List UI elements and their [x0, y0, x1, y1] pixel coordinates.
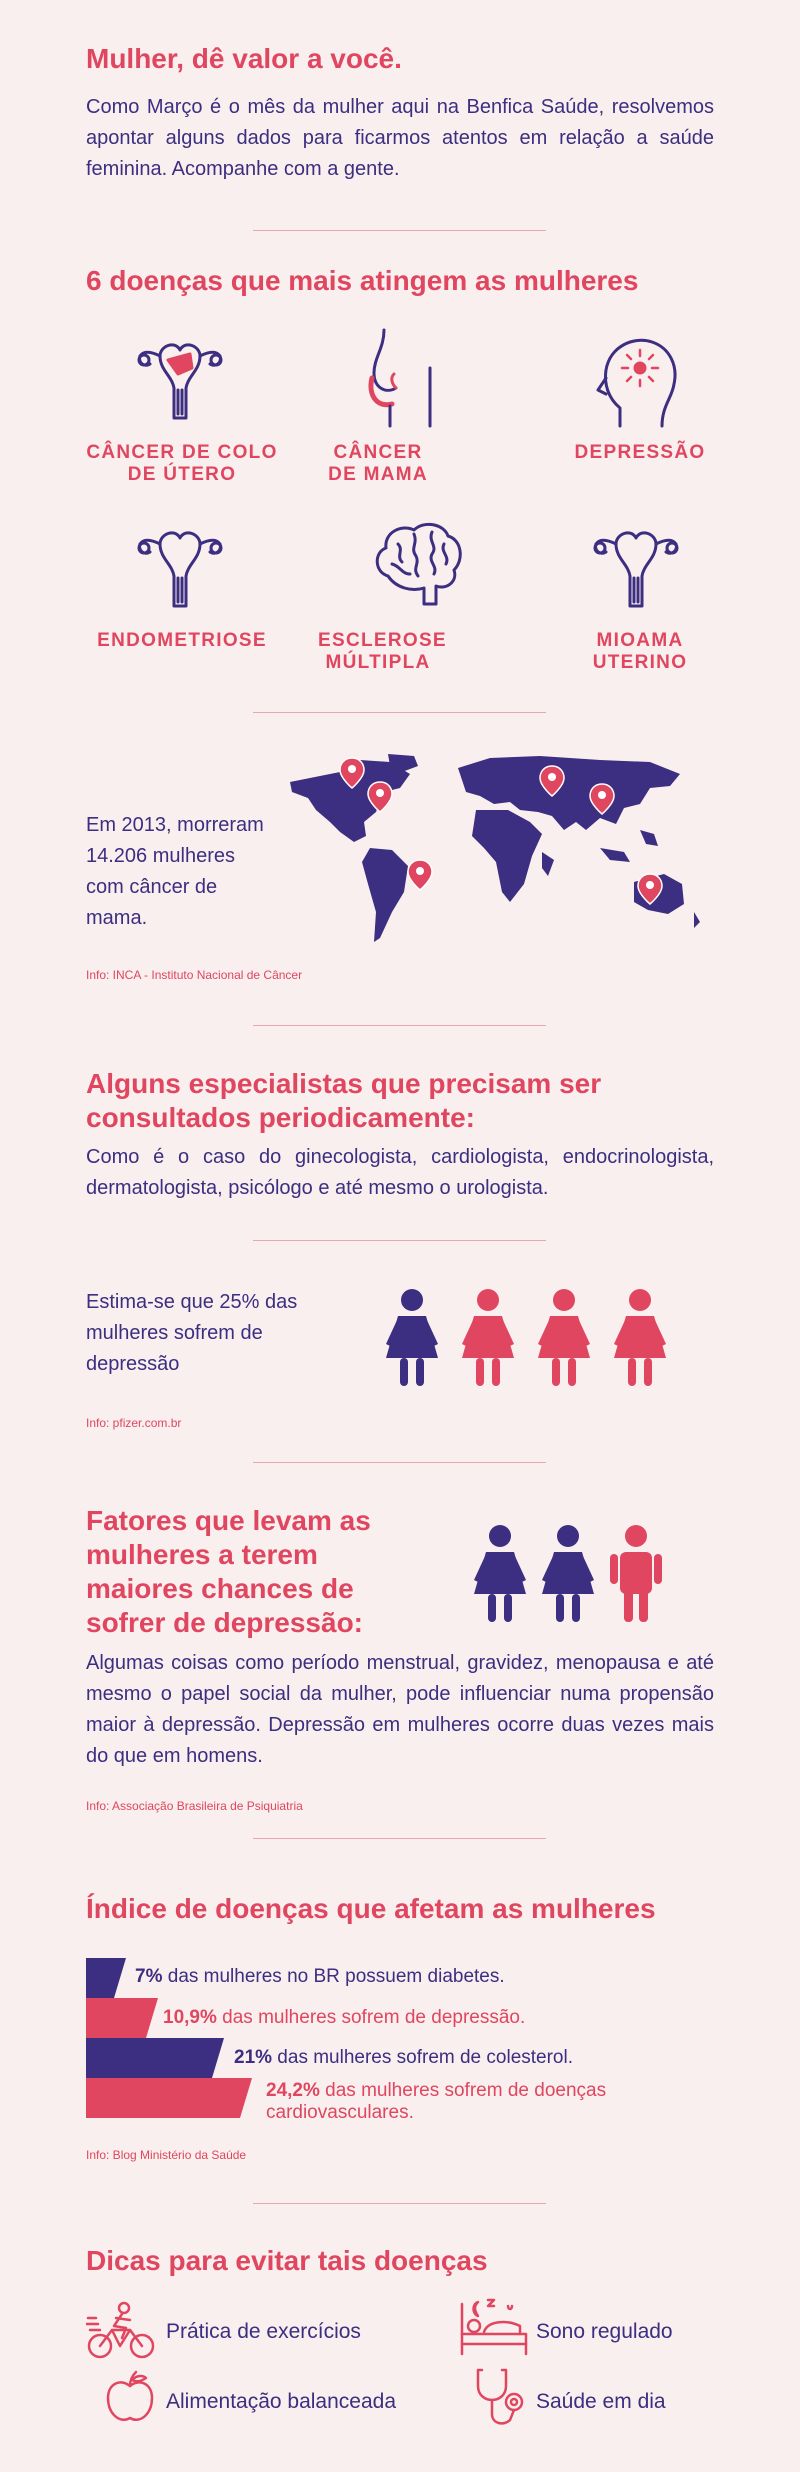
woman-icon — [462, 1289, 514, 1386]
stethoscope-icon — [474, 2366, 530, 2430]
divider — [253, 230, 546, 231]
divider — [253, 1025, 546, 1026]
uterus-icon — [586, 516, 686, 616]
bicycle-icon — [86, 2300, 156, 2362]
woman-icon — [538, 1289, 590, 1386]
brain-icon — [368, 516, 468, 616]
bar-cholesterol — [86, 2038, 224, 2078]
head-icon — [590, 328, 690, 428]
bar-label: 21% das mulheres sofrem de colesterol. — [234, 2047, 573, 2068]
uterus-icon — [130, 328, 230, 428]
bar-depression — [86, 1998, 158, 2038]
disease-label: DEPRESSÃO — [574, 442, 706, 463]
bar-diabetes — [86, 1958, 126, 1998]
specialists-title: Alguns especialistas que precisam ser consultados periodicamente: — [86, 1068, 602, 1133]
intro-title: Mulher, dê valor a você. — [86, 43, 402, 74]
diseases-title: 6 doenças que mais atingem as mulheres — [86, 265, 639, 296]
apple-icon — [106, 2370, 154, 2424]
map-text: Em 2013, morreram 14.206 mulheres com câncer de mama. — [86, 814, 264, 929]
source-note: Info: Blog Ministério da Saúde — [86, 2148, 247, 2162]
tip-label: Saúde em dia — [536, 2390, 666, 2413]
disease-label: CÂNCER DE COLO DE ÚTERO — [86, 442, 278, 485]
tips-title: Dicas para evitar tais doenças — [86, 2245, 488, 2276]
divider — [253, 1462, 546, 1463]
sleeping-icon — [458, 2296, 530, 2358]
specialists-text: Como é o caso do ginecologista, cardiologista, endocrinologista, dermatologista, psicólogo e até mesmo o urologista. — [86, 1146, 714, 1199]
intro-text: Como Março é o mês da mulher aqui na Benfica Saúde, resolvemos apontar alguns dados para ficarmos atentos em relação a saúde feminina. Acompanhe com a gente. — [86, 96, 714, 180]
divider — [253, 712, 546, 713]
woman-icon — [386, 1289, 438, 1386]
tip-label: Sono regulado — [536, 2320, 673, 2343]
world-map — [280, 752, 720, 967]
uterus-icon — [130, 516, 230, 616]
tip-label: Alimentação balanceada — [166, 2390, 396, 2413]
bar-label: 7% das mulheres no BR possuem diabetes. — [135, 1966, 505, 1987]
woman-icon — [474, 1525, 526, 1622]
man-icon — [610, 1525, 662, 1622]
woman-icon — [542, 1525, 594, 1622]
source-note: Info: INCA - Instituto Nacional de Câncer — [86, 968, 303, 982]
index-title: Índice de doenças que afetam as mulheres — [86, 1893, 656, 1924]
bar-label: 24,2% das mulheres sofrem de doenças cardiovasculares. — [266, 2080, 607, 2123]
bar-label: 10,9% das mulheres sofrem de depressão. — [163, 2007, 526, 2028]
woman-icon — [614, 1289, 666, 1386]
source-note: Info: pfizer.com.br — [86, 1416, 182, 1430]
breast-icon — [354, 328, 454, 428]
divider — [253, 1838, 546, 1839]
disease-label: ESCLEROSE MÚLTIPLA — [318, 630, 447, 673]
factors-title: Fatores que levam as mulheres a terem maiores chances de sofrer de depressão: — [86, 1505, 371, 1638]
disease-label: CÂNCER DE MAMA — [328, 442, 428, 485]
divider — [253, 1240, 546, 1241]
tip-label: Prática de exercícios — [166, 2320, 361, 2343]
depression-text: Estima-se que 25% das mulheres sofrem de depressão — [86, 1291, 298, 1375]
disease-label: ENDOMETRIOSE — [97, 630, 267, 651]
divider — [253, 2203, 546, 2204]
women-figures — [466, 1524, 686, 1629]
disease-label: MIOAMA UTERINO — [592, 630, 688, 673]
women-figures — [378, 1288, 678, 1393]
bar-cardiovascular — [86, 2078, 252, 2118]
source-note: Info: Associação Brasileira de Psiquiatria — [86, 1799, 303, 1813]
factors-text: Algumas coisas como período menstrual, gravidez, menopausa e até mesmo o papel social da mulher, pode influenciar numa propensão maior à depressão. Depressão em mulheres ocorre duas vezes mais do que em homens. — [86, 1652, 714, 1767]
